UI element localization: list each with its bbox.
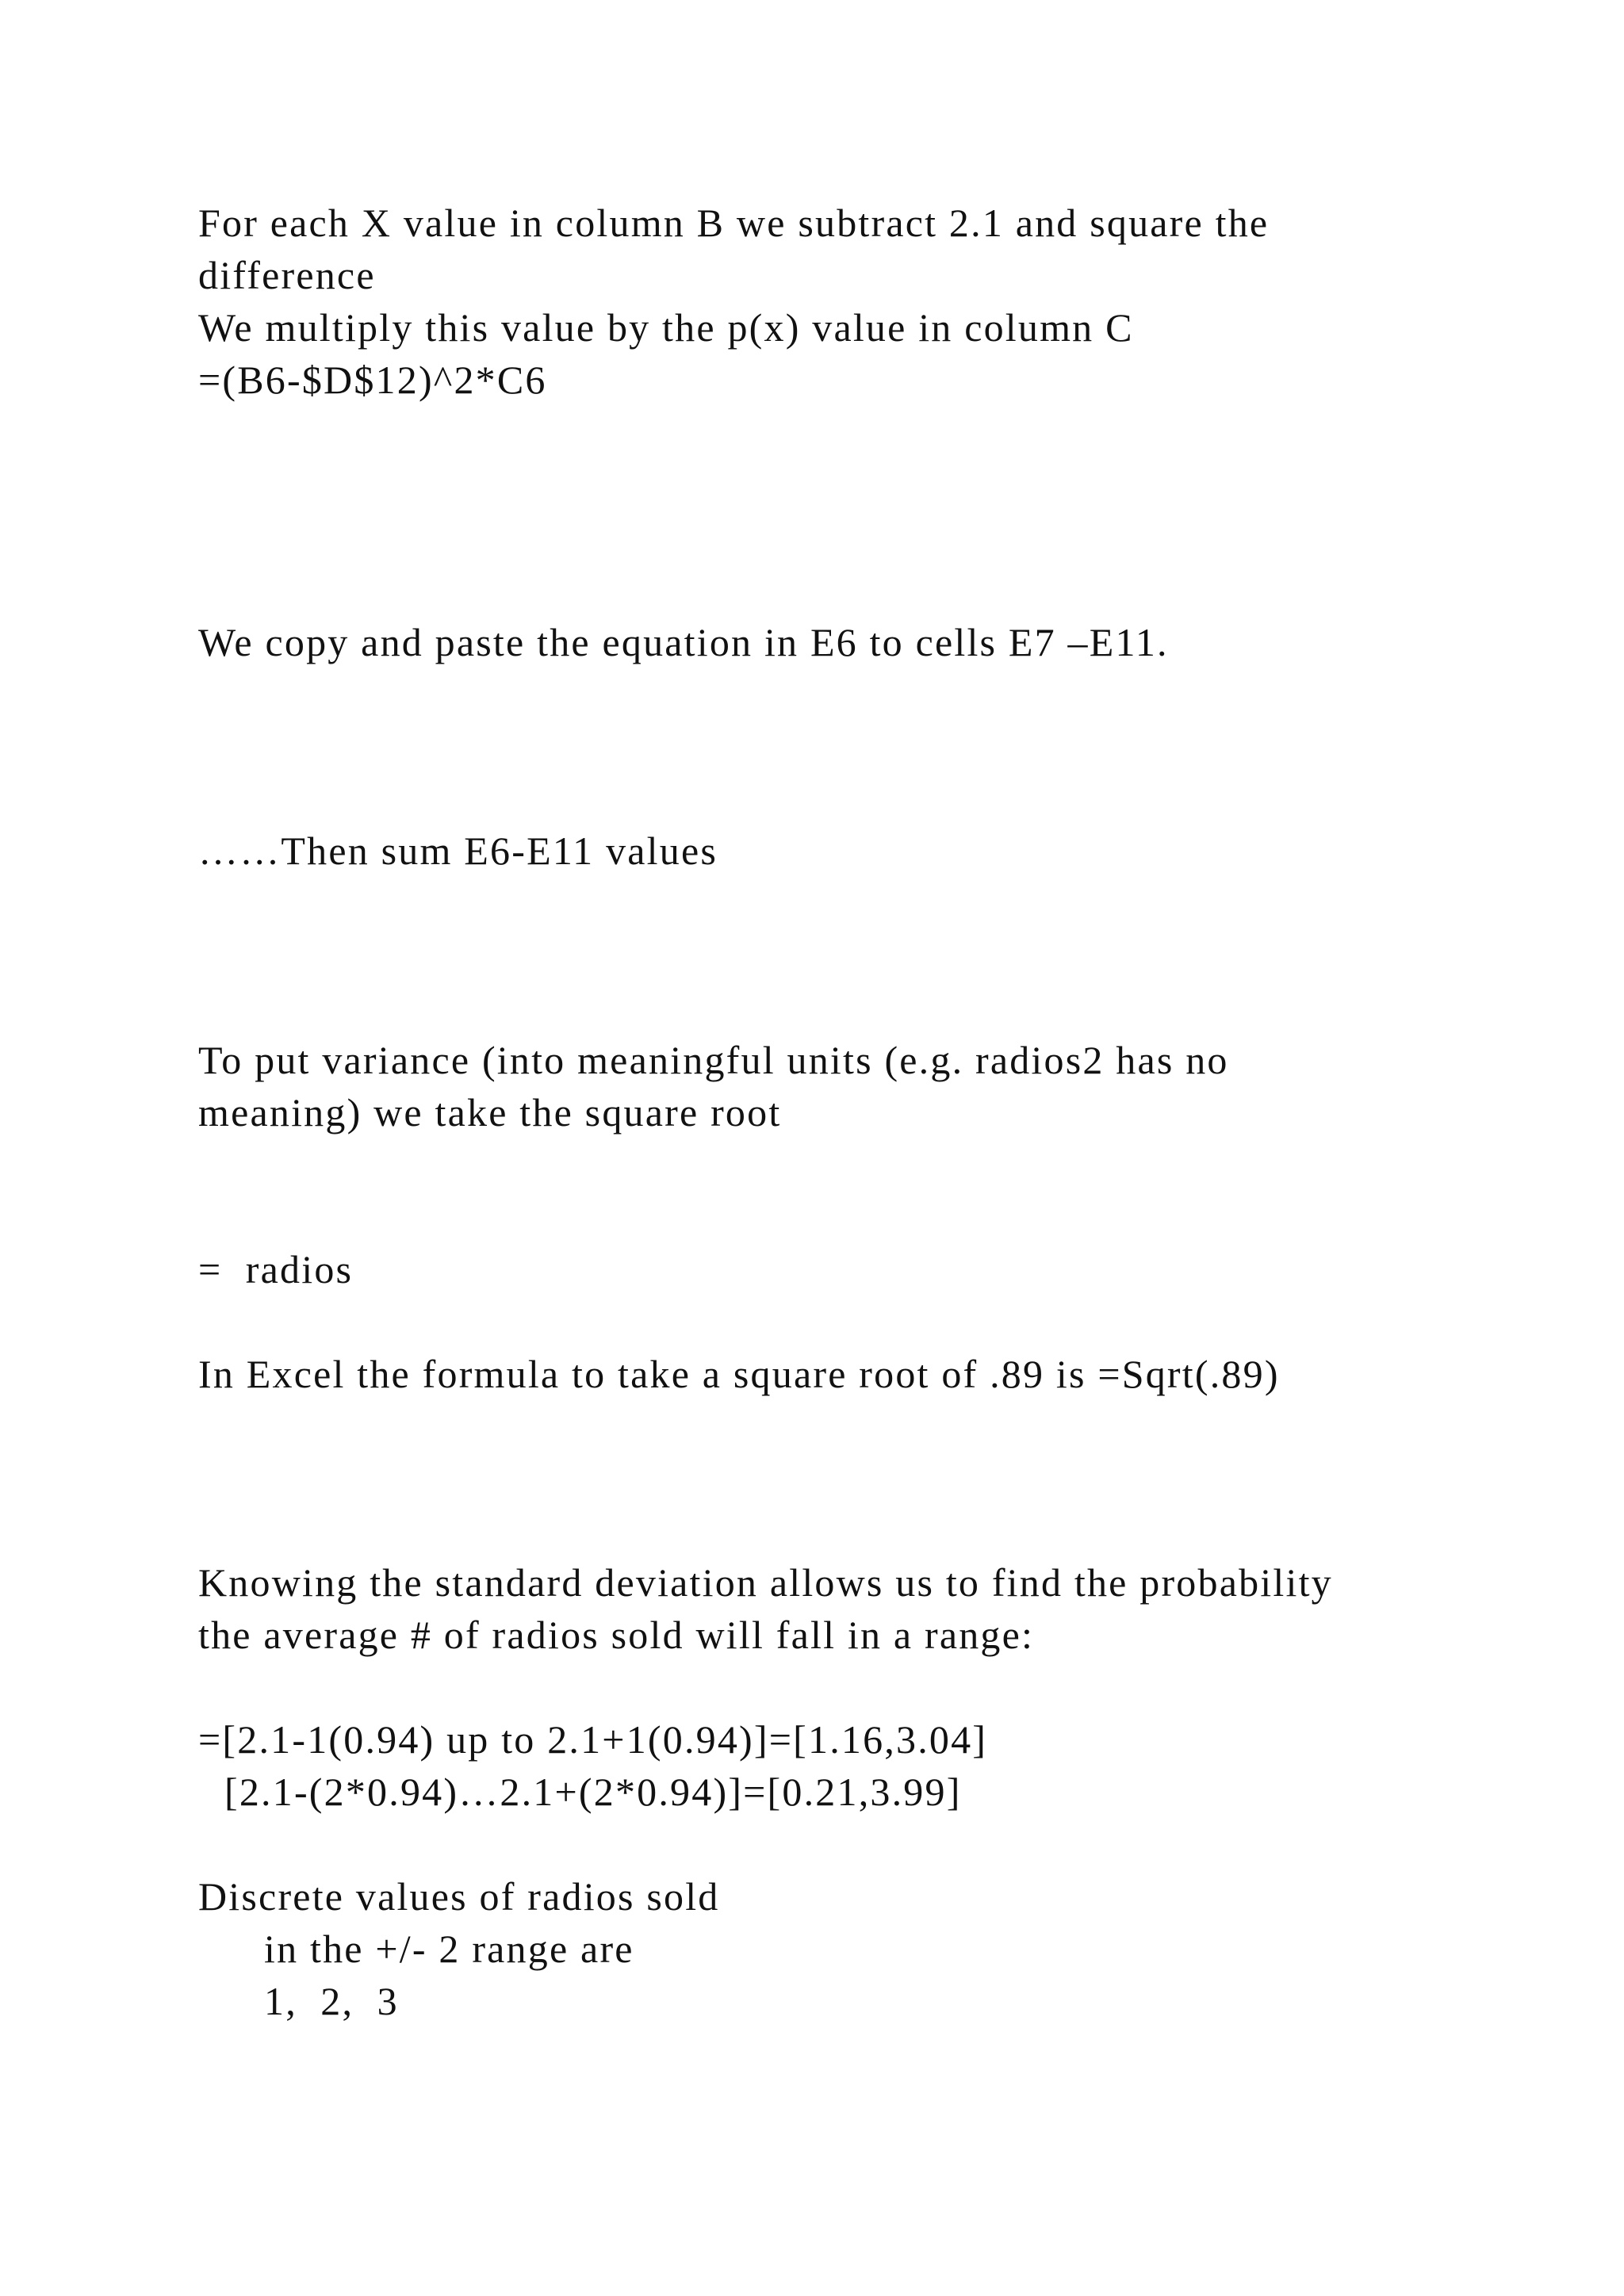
formula-text: =(B6-$D$12)^2*C6 xyxy=(198,358,547,402)
paragraph-text: the average # of radios sold will fall in a range: xyxy=(198,1613,1035,1657)
paragraph-text: ……Then sum E6-E11 values xyxy=(198,828,718,873)
formula-text: [2.1-(2*0.94)…2.1+(2*0.94)]=[0.21,3.99] xyxy=(224,1770,962,1814)
paragraph-text: meaning) we take the square root xyxy=(198,1090,782,1135)
paragraph-text: in the +/- 2 range are xyxy=(264,1927,634,1971)
paragraph-text: difference xyxy=(198,253,376,297)
paragraph-text: Knowing the standard deviation allows us to find the probability xyxy=(198,1560,1333,1605)
paragraph-text: We copy and paste the equation in E6 to cells E7 –E11. xyxy=(198,620,1169,664)
formula-text: =[2.1-1(0.94) up to 2.1+1(0.94)]=[1.16,3.04] xyxy=(198,1717,988,1762)
paragraph-text: In Excel the formula to take a square root of .89 is =Sqrt(.89) xyxy=(198,1352,1280,1396)
paragraph-text: Discrete values of radios sold xyxy=(198,1874,720,1919)
paragraph-text: For each X value in column B we subtract 2.1 and square the xyxy=(198,201,1270,245)
paragraph-text: 1, 2, 3 xyxy=(264,1979,399,2023)
paragraph-text: = radios xyxy=(198,1247,354,1292)
paragraph-text: We multiply this value by the p(x) value in column C xyxy=(198,305,1134,350)
paragraph-text: To put variance (into meaningful units (e.g. radios2 has no xyxy=(198,1038,1229,1082)
